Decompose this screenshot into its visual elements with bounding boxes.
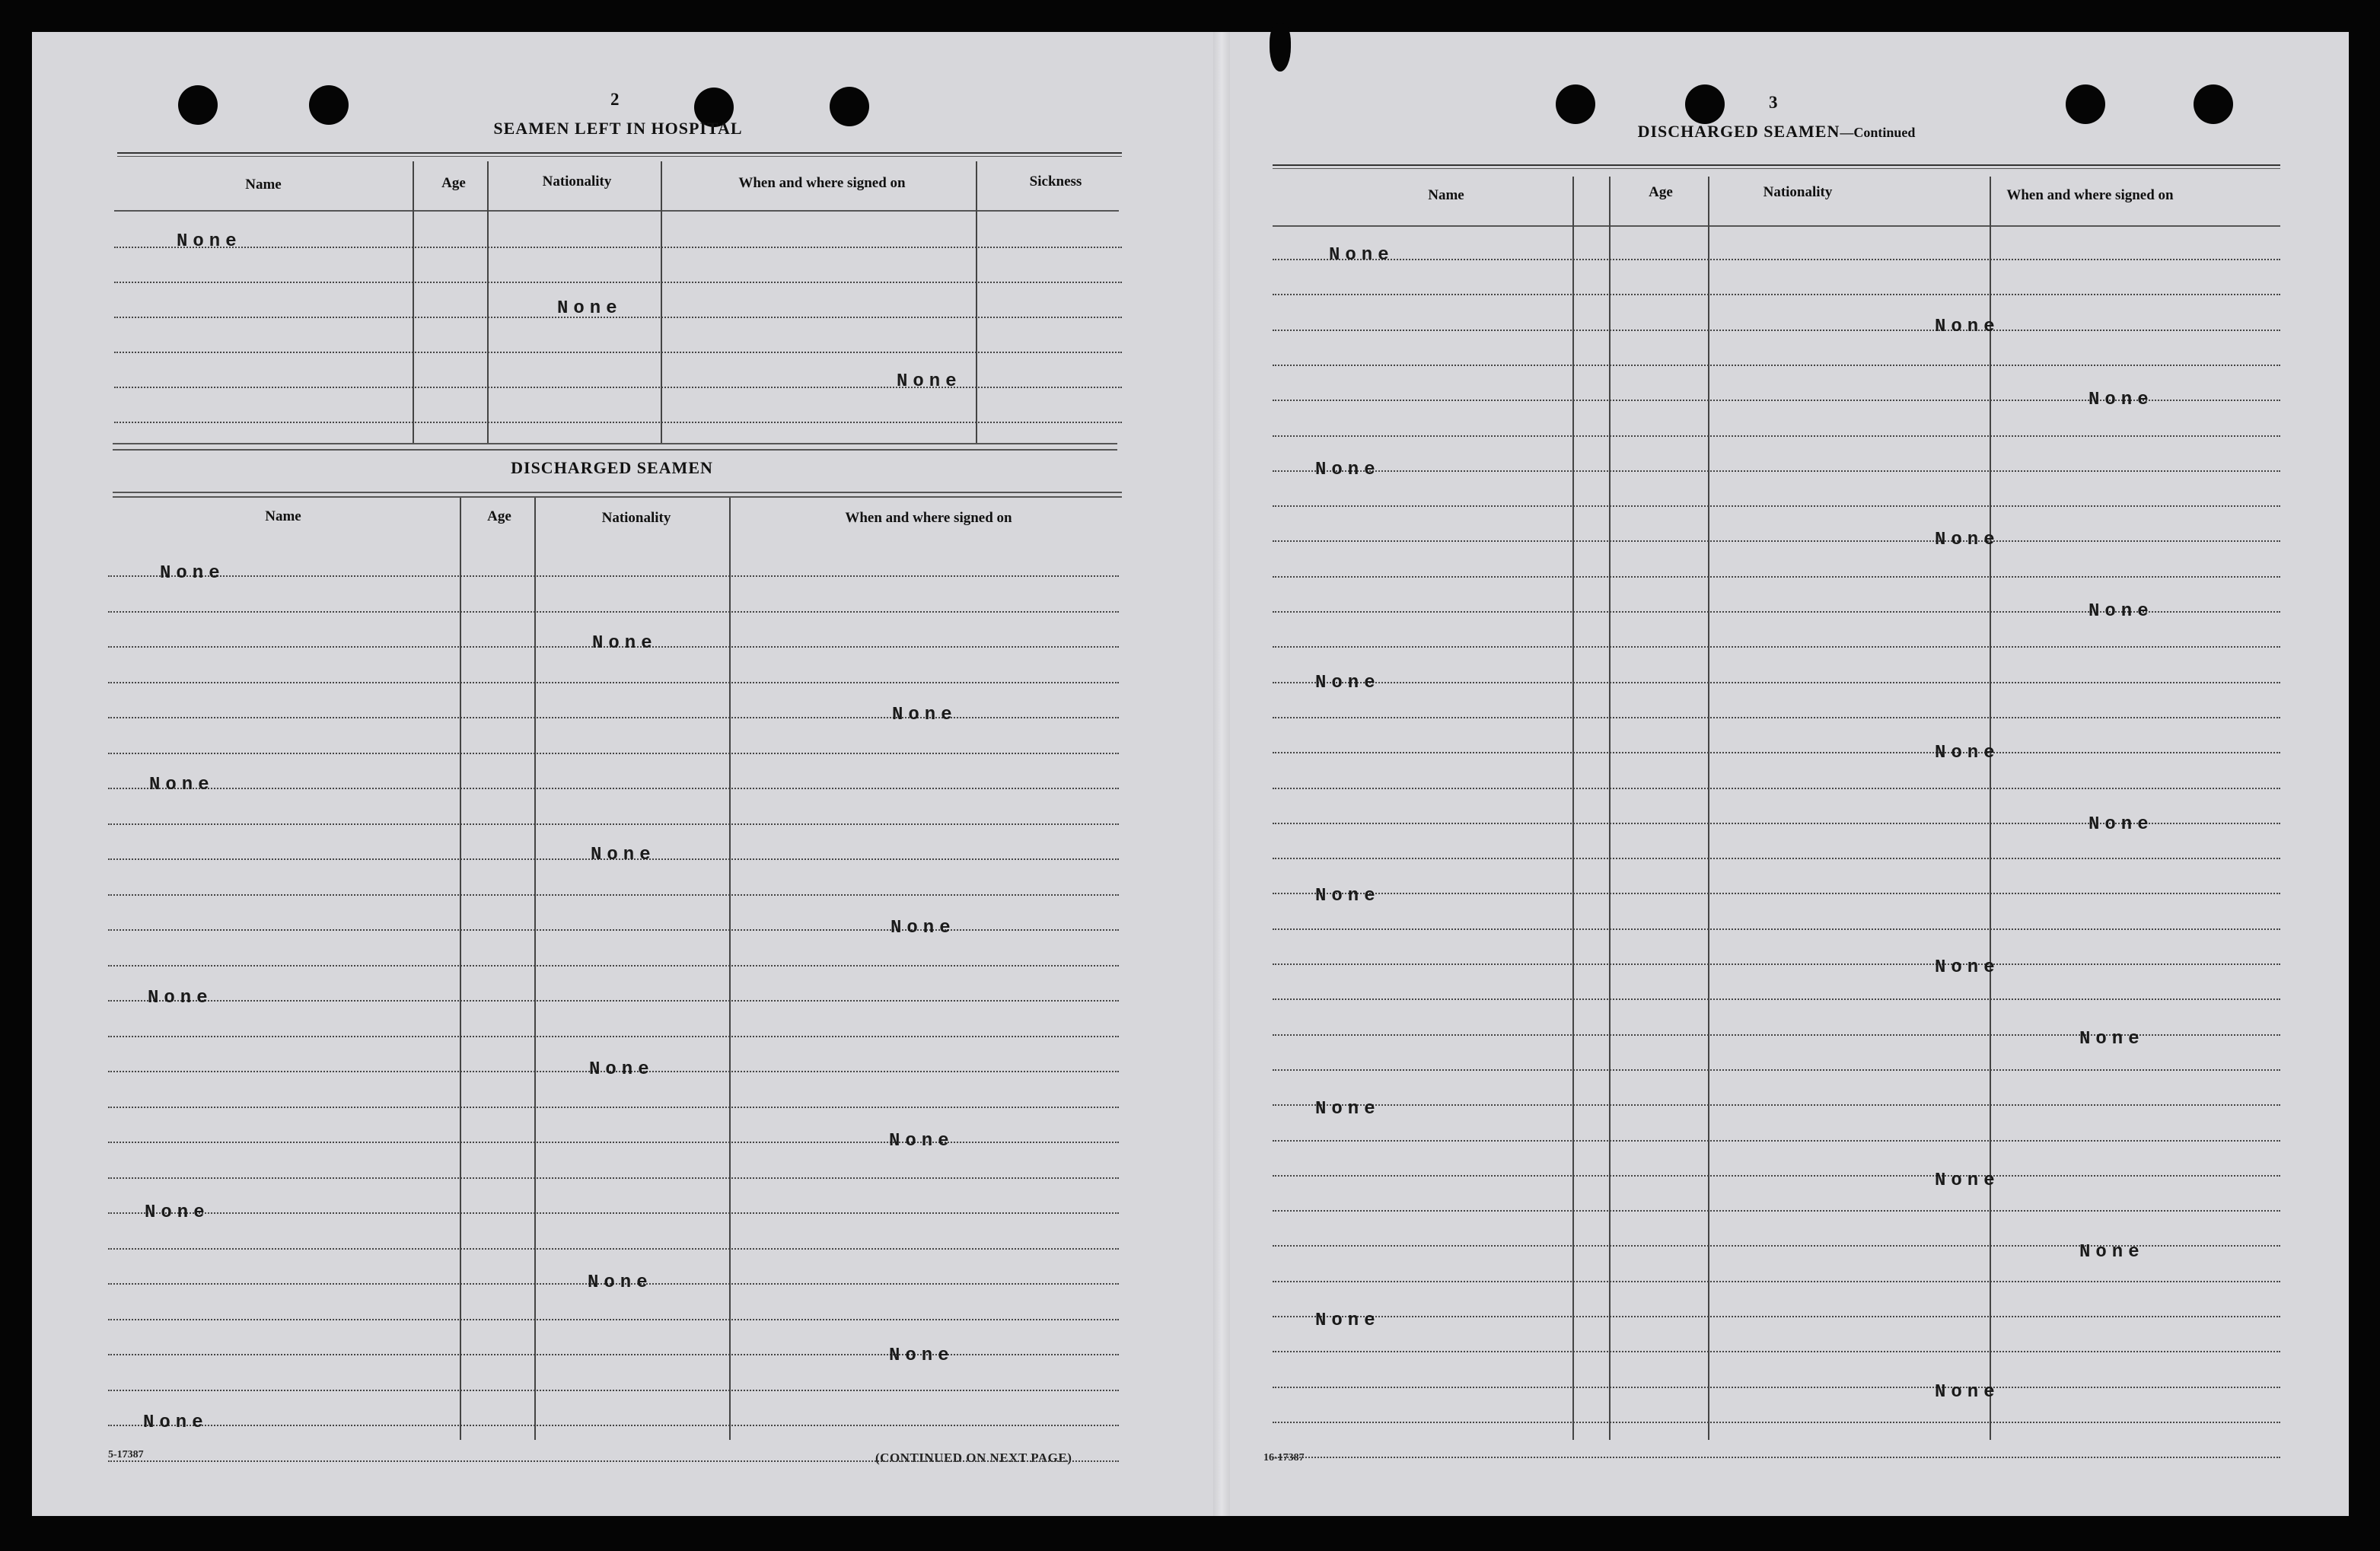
divider [113,443,1117,444]
column-header-age: Age [1649,184,1673,200]
column-line [487,161,489,443]
typed-entry: None [2079,1242,2145,1263]
header-underline [114,210,1119,212]
column-line [534,498,536,1440]
row-line [108,611,1119,613]
row-line [108,1390,1119,1391]
row-line [1273,788,2280,789]
typed-entry: None [2088,814,2154,835]
row-line [114,352,1122,353]
row-line [1273,682,2280,683]
discharged-continued-title [1638,122,1916,142]
column-header-age: Age [487,508,511,524]
column-line [460,498,461,1440]
column-line [1990,177,1991,1440]
continued-note: (CONTINUED ON NEXT PAGE) [875,1451,1072,1465]
row-line [1273,1210,2280,1212]
divider [113,496,1122,498]
header-underline [1273,225,2280,227]
typed-entry: None [1329,245,1394,266]
typed-entry: None [897,371,962,392]
typed-entry: None [557,298,623,319]
typed-entry: None [1935,1170,2000,1191]
typed-entry: None [1315,460,1381,480]
column-line [661,161,662,443]
page-number: 2 [610,90,620,109]
row-line [108,682,1119,683]
row-line [108,1036,1119,1037]
row-line [108,717,1119,718]
row-line [1273,717,2280,718]
column-header-name: Name [265,508,301,524]
column-header-nationality: Nationality [601,510,671,526]
row-line [108,1177,1119,1179]
column-line [413,161,414,443]
row-line [114,422,1122,423]
title-text: DISCHARGED SEAMEN [1637,122,1840,141]
column-line [976,161,977,443]
right-page [1218,32,2349,1516]
column-header-nationality: Nationality [1763,184,1833,200]
row-line [108,1212,1119,1214]
row-line [1273,1422,2280,1423]
row-line [1273,752,2280,753]
row-line [108,1142,1119,1143]
title-rule [1273,164,2280,169]
typed-entry: None [592,633,658,654]
row-line [108,965,1119,967]
book-gutter [1213,32,1230,1516]
typed-entry: None [892,705,957,725]
row-line [1273,858,2280,859]
column-header-signed-on: When and where signed on [2006,187,2174,203]
typed-entry: None [1935,317,2000,337]
title-suffix: —Continued [1840,125,1916,140]
row-line [108,575,1119,577]
typed-entry: None [891,918,956,938]
typed-entry: None [177,231,242,252]
row-line [1273,365,2280,366]
typed-entry: None [889,1131,954,1151]
row-line [108,1354,1119,1355]
form-number: 16-17387 [1263,1452,1305,1463]
row-line [108,1425,1119,1426]
typed-entry: None [1315,886,1381,906]
row-line [1273,470,2280,472]
row-line [1273,330,2280,331]
typed-entry: None [2079,1029,2145,1049]
typed-entry: None [591,845,656,865]
row-line [1273,1140,2280,1142]
binder-hole [1556,84,1595,124]
row-line [1273,1104,2280,1106]
row-line [1273,435,2280,437]
row-line [108,1000,1119,1002]
typed-entry: None [1935,957,2000,978]
row-line [1273,1281,2280,1282]
row-line [108,929,1119,931]
row-line [1273,1387,2280,1388]
row-line [1273,1175,2280,1177]
typed-entry: None [143,1412,209,1433]
typed-entry: None [889,1346,954,1366]
typed-entry: None [1315,1099,1381,1119]
binder-hole [2194,84,2233,124]
hospital-section-title: SEAMEN LEFT IN HOSPITAL [493,119,743,138]
row-line [1273,259,2280,260]
typed-entry: None [2088,601,2154,622]
row-line [108,1248,1119,1250]
row-line [114,282,1122,283]
column-line [729,498,731,1440]
row-line [1273,1069,2280,1071]
binder-hole [178,85,218,125]
row-line [108,1460,1119,1462]
row-line [1273,1457,2280,1458]
row-line [108,894,1119,896]
typed-entry: None [1935,1382,2000,1403]
discharged-section-title: DISCHARGED SEAMEN [511,458,713,477]
row-line [1273,963,2280,965]
typed-entry: None [2088,390,2154,410]
divider [113,449,1117,451]
typed-entry: None [1935,743,2000,763]
row-line [108,788,1119,789]
page-number: 3 [1769,93,1778,112]
title-rule [117,152,1122,157]
column-header-signed-on: When and where signed on [845,510,1012,526]
row-line [1273,998,2280,1000]
row-line [108,823,1119,825]
form-number: 5-17387 [108,1449,144,1460]
row-line [1273,576,2280,578]
binder-hole [1685,84,1725,124]
divider [113,492,1122,493]
binder-hole [309,85,349,125]
row-line [1273,294,2280,295]
typed-entry: None [1935,530,2000,550]
column-header-age: Age [441,175,466,191]
row-line [1273,1351,2280,1352]
typed-entry: None [160,563,225,584]
ink-blot [1270,23,1291,72]
column-header-nationality: Nationality [542,174,612,189]
binder-hole [830,87,869,126]
row-line [114,387,1122,388]
row-line [1273,928,2280,930]
typed-entry: None [1315,673,1381,693]
binder-hole [2066,84,2105,124]
row-line [1273,646,2280,648]
row-line [108,1319,1119,1320]
column-header-name: Name [1428,187,1464,203]
left-page [32,32,1225,1516]
column-line [1708,177,1709,1440]
row-line [108,1107,1119,1108]
column-header-sickness: Sickness [1029,174,1082,189]
row-line [1273,1316,2280,1317]
row-line [114,247,1122,248]
column-line [1572,177,1574,1440]
row-line [1273,540,2280,542]
column-line [1609,177,1611,1440]
typed-entry: None [148,988,213,1008]
typed-entry: None [589,1059,655,1080]
column-header-name: Name [245,177,282,193]
column-header-signed-on: When and where signed on [738,175,906,191]
typed-entry: None [588,1272,653,1293]
typed-entry: None [149,775,215,795]
row-line [1273,893,2280,894]
typed-entry: None [145,1202,210,1223]
row-line [108,753,1119,754]
typed-entry: None [1315,1311,1381,1331]
row-line [1273,505,2280,507]
